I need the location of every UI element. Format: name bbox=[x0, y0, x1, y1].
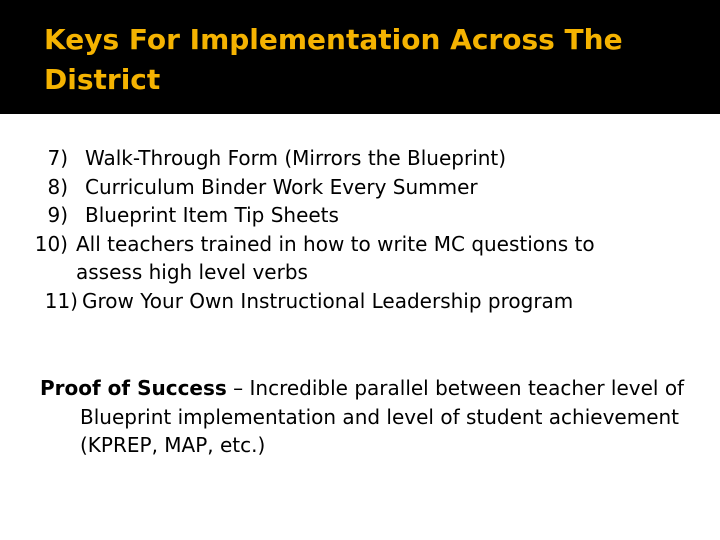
proof-text: – Incredible parallel between teacher level of Blueprint implementation and level of student achievement (KPREP, MAP, etc.) bbox=[80, 376, 685, 457]
list-item-number: 11) bbox=[44, 288, 78, 313]
list-item-number: 8) bbox=[47, 174, 68, 199]
keys-list bbox=[0, 144, 720, 344]
title-bar bbox=[0, 0, 720, 114]
list-item-text: All teachers trained in how to write MC questions to assess high level verbs bbox=[76, 231, 595, 284]
list-item bbox=[0, 287, 720, 344]
list-item-text: Grow Your Own Instructional Leadership program bbox=[82, 288, 574, 313]
list-item-number: 10) bbox=[34, 231, 68, 256]
list-item-text: Curriculum Binder Work Every Summer bbox=[85, 174, 478, 199]
list-item bbox=[0, 230, 720, 287]
list-item bbox=[0, 201, 720, 230]
proof-of-success bbox=[40, 374, 700, 460]
slide-title: Keys For Implementation Across The District bbox=[44, 23, 623, 96]
list-item-number: 9) bbox=[47, 203, 68, 227]
list-item-text: Walk-Through Form (Mirrors the Blueprint) bbox=[85, 146, 507, 170]
list-item-text: Blueprint Item Tip Sheets bbox=[85, 203, 339, 227]
list-item bbox=[0, 144, 720, 173]
list-item bbox=[0, 173, 720, 202]
list-item-number: 7) bbox=[47, 146, 68, 170]
proof-label: Proof of Success bbox=[40, 376, 227, 400]
